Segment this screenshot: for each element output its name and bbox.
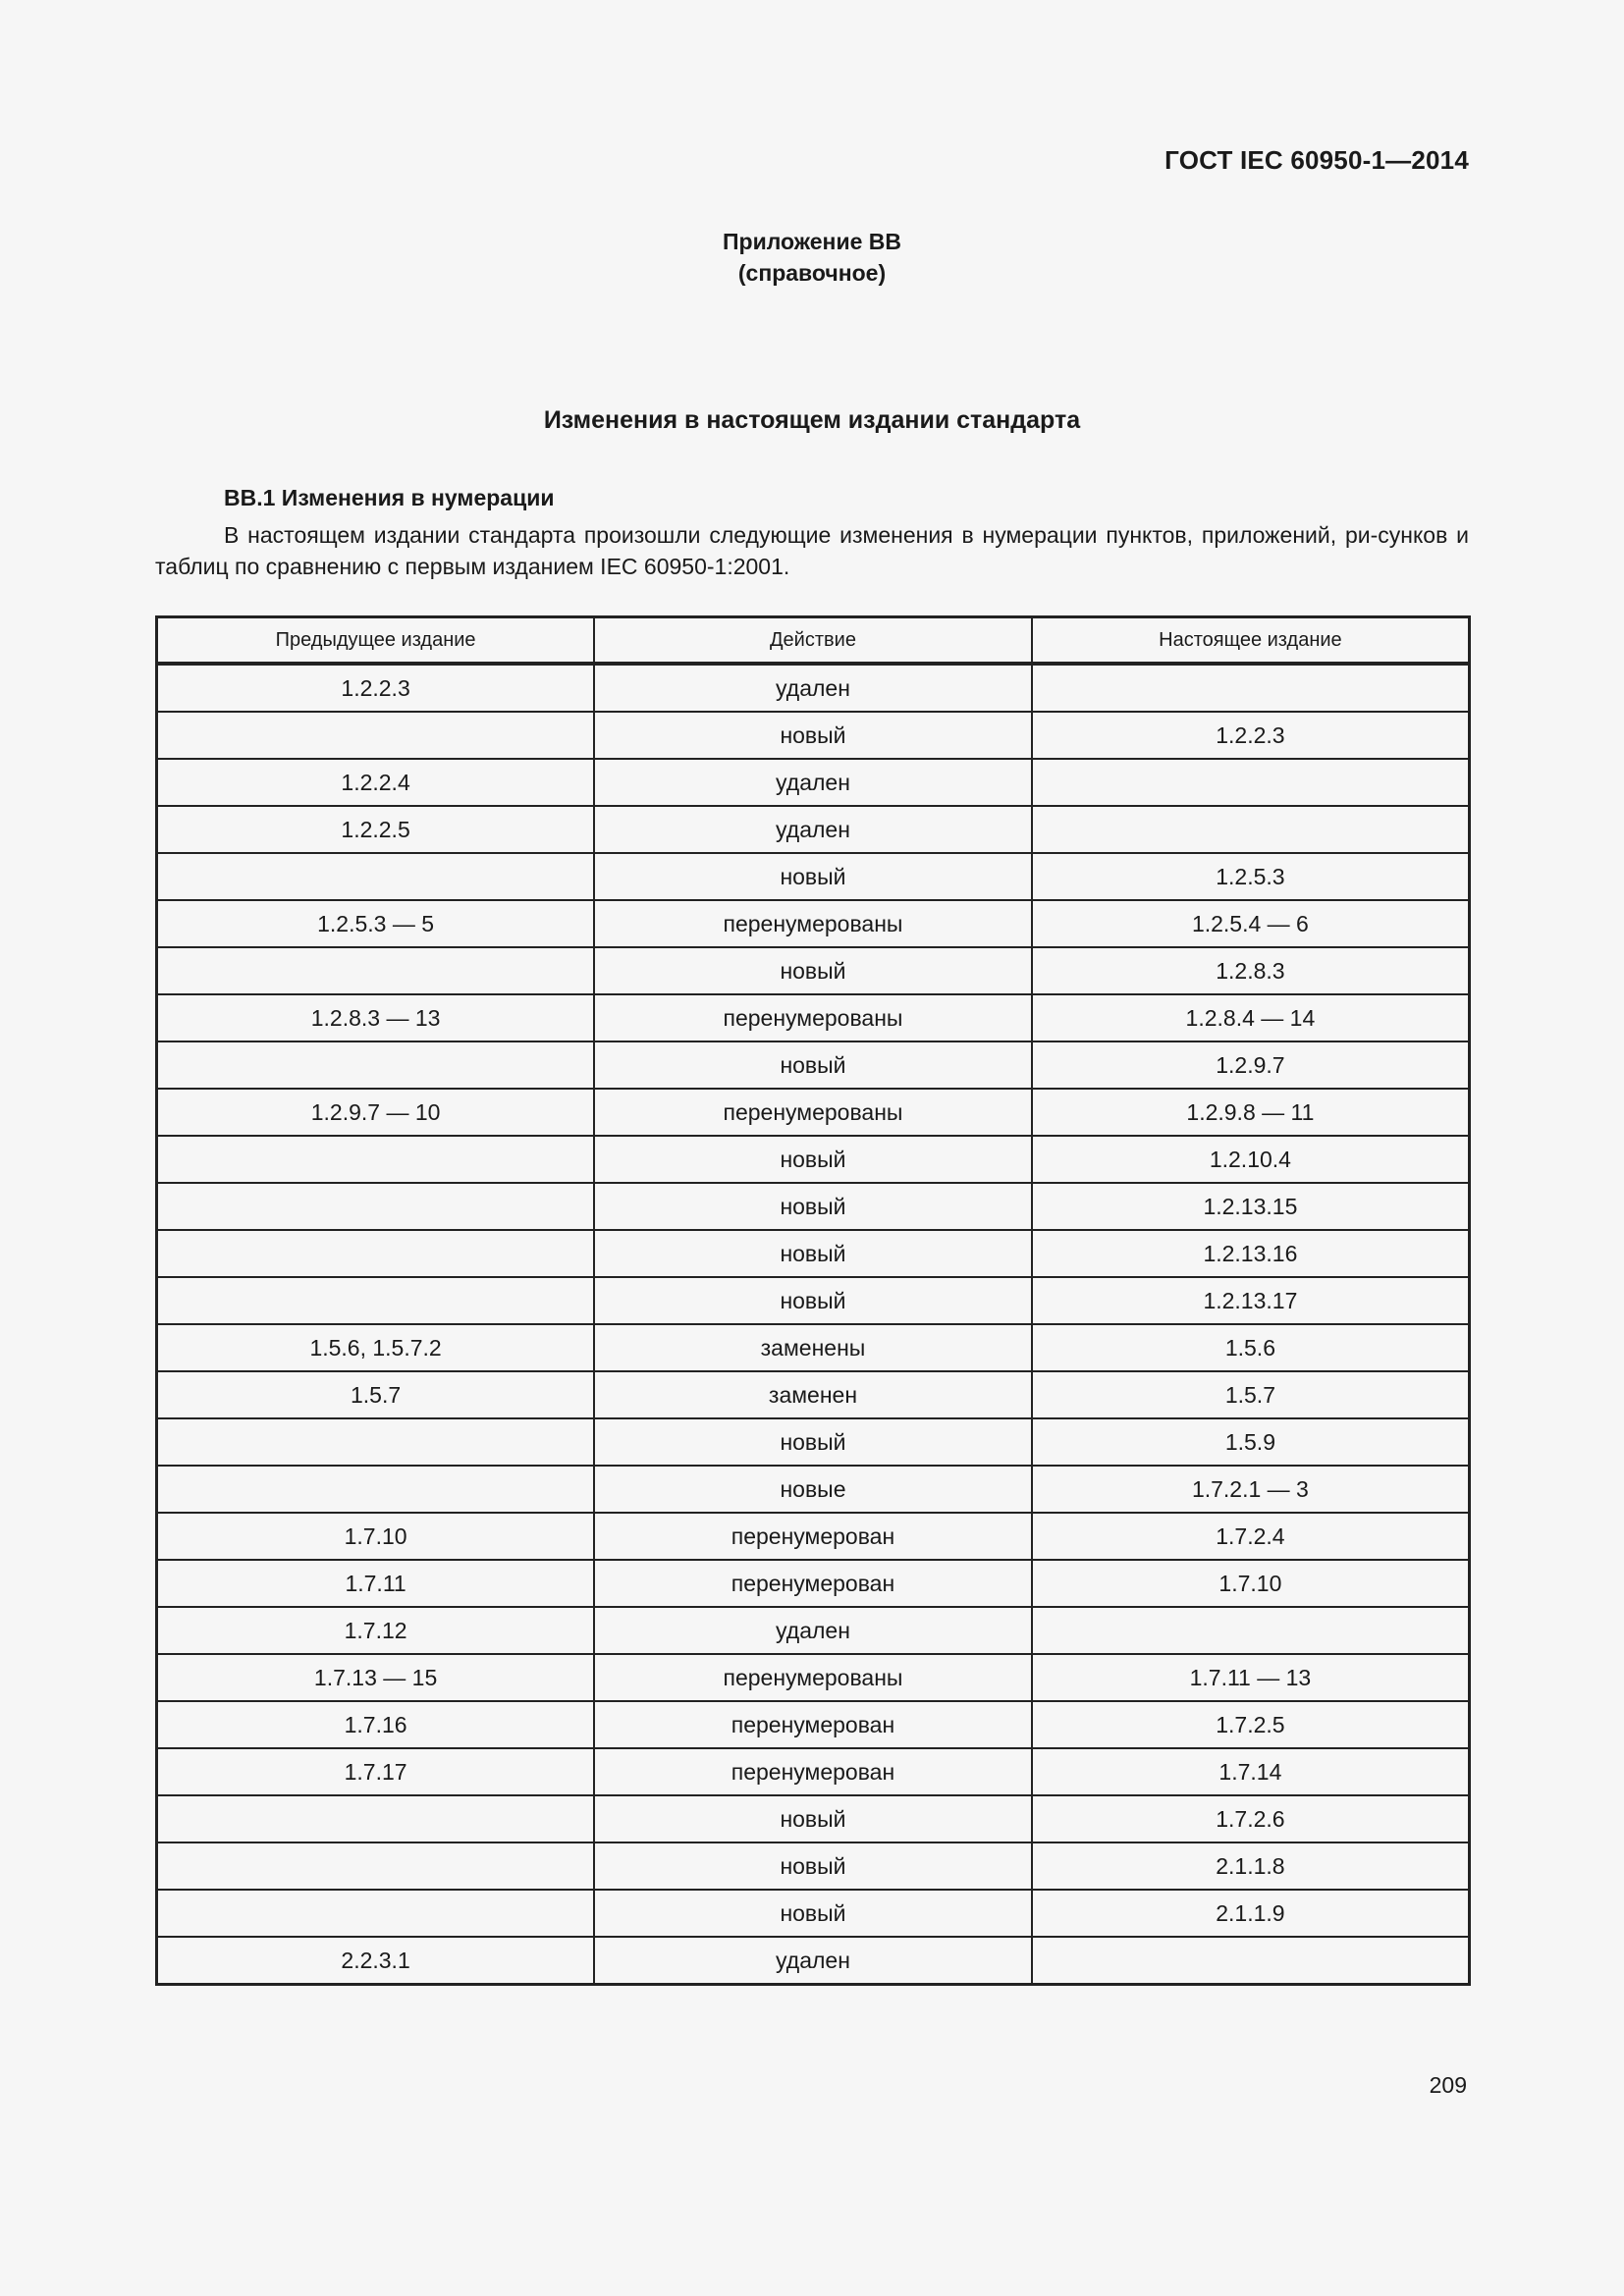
cell-current-edition: 1.2.9.8 — 11 bbox=[1032, 1089, 1470, 1136]
cell-current-edition: 1.2.8.3 bbox=[1032, 947, 1470, 994]
table-row bbox=[157, 1701, 1470, 1748]
table-row bbox=[157, 806, 1470, 853]
table-row bbox=[157, 1890, 1470, 1937]
cell-previous-edition bbox=[157, 1466, 595, 1513]
cell-current-edition bbox=[1032, 759, 1470, 806]
cell-previous-edition bbox=[157, 853, 595, 900]
cell-current-edition: 1.7.10 bbox=[1032, 1560, 1470, 1607]
cell-current-edition: 1.2.13.16 bbox=[1032, 1230, 1470, 1277]
header-action: Действие bbox=[594, 617, 1032, 665]
table-row bbox=[157, 1937, 1470, 1985]
cell-current-edition: 1.7.2.4 bbox=[1032, 1513, 1470, 1560]
cell-current-edition: 1.2.13.15 bbox=[1032, 1183, 1470, 1230]
cell-current-edition: 1.5.6 bbox=[1032, 1324, 1470, 1371]
table-row bbox=[157, 1560, 1470, 1607]
table-row bbox=[157, 1513, 1470, 1560]
subsection-title: ВВ.1 Изменения в нумерации bbox=[224, 485, 555, 510]
cell-previous-edition: 1.2.2.5 bbox=[157, 806, 595, 853]
cell-current-edition: 1.5.9 bbox=[1032, 1418, 1470, 1466]
cell-previous-edition: 1.7.13 — 15 bbox=[157, 1654, 595, 1701]
cell-previous-edition bbox=[157, 1230, 595, 1277]
cell-previous-edition bbox=[157, 712, 595, 759]
cell-action: перенумерованы bbox=[594, 1089, 1032, 1136]
cell-action: заменены bbox=[594, 1324, 1032, 1371]
cell-action: перенумерованы bbox=[594, 900, 1032, 947]
cell-previous-edition: 1.5.6, 1.5.7.2 bbox=[157, 1324, 595, 1371]
annex-title-line2: (справочное) bbox=[737, 260, 887, 286]
cell-action: перенумерован bbox=[594, 1748, 1032, 1795]
cell-action: новый bbox=[594, 1795, 1032, 1842]
cell-current-edition: 1.2.5.3 bbox=[1032, 853, 1470, 900]
cell-current-edition: 1.7.11 — 13 bbox=[1032, 1654, 1470, 1701]
cell-current-edition: 2.1.1.9 bbox=[1032, 1890, 1470, 1937]
page-number: 209 bbox=[1429, 2072, 1467, 2098]
cell-action: перенумерован bbox=[594, 1701, 1032, 1748]
table-row bbox=[157, 712, 1470, 759]
table-row bbox=[157, 1041, 1470, 1089]
cell-previous-edition bbox=[157, 1136, 595, 1183]
table-row bbox=[157, 1466, 1470, 1513]
cell-previous-edition: 1.7.10 bbox=[157, 1513, 595, 1560]
cell-action: новый bbox=[594, 1183, 1032, 1230]
annex-title-line1: Приложение ВВ bbox=[722, 229, 901, 254]
cell-previous-edition: 1.7.17 bbox=[157, 1748, 595, 1795]
cell-previous-edition: 1.2.2.4 bbox=[157, 759, 595, 806]
table-row bbox=[157, 1324, 1470, 1371]
cell-action: новый bbox=[594, 1418, 1032, 1466]
table-row bbox=[157, 853, 1470, 900]
table-row bbox=[157, 947, 1470, 994]
cell-action: перенумерованы bbox=[594, 1654, 1032, 1701]
cell-current-edition bbox=[1032, 1607, 1470, 1654]
cell-current-edition bbox=[1032, 664, 1470, 712]
cell-previous-edition bbox=[157, 1277, 595, 1324]
cell-action: новый bbox=[594, 1230, 1032, 1277]
header-previous-edition: Предыдущее издание bbox=[157, 617, 595, 665]
header-current-edition: Настоящее издание bbox=[1032, 617, 1470, 665]
cell-current-edition: 1.7.14 bbox=[1032, 1748, 1470, 1795]
table-row bbox=[157, 1230, 1470, 1277]
cell-current-edition: 1.2.5.4 — 6 bbox=[1032, 900, 1470, 947]
table-row bbox=[157, 1795, 1470, 1842]
table-row bbox=[157, 994, 1470, 1041]
table-row bbox=[157, 1371, 1470, 1418]
cell-current-edition bbox=[1032, 1937, 1470, 1985]
table-body bbox=[157, 664, 1470, 1985]
cell-action: новый bbox=[594, 712, 1032, 759]
cell-action: удален bbox=[594, 806, 1032, 853]
cell-current-edition: 1.2.9.7 bbox=[1032, 1041, 1470, 1089]
cell-current-edition: 1.2.10.4 bbox=[1032, 1136, 1470, 1183]
cell-previous-edition bbox=[157, 1795, 595, 1842]
table-row bbox=[157, 664, 1470, 712]
table-row bbox=[157, 1607, 1470, 1654]
cell-current-edition: 1.5.7 bbox=[1032, 1371, 1470, 1418]
cell-action: удален bbox=[594, 1607, 1032, 1654]
cell-previous-edition: 1.7.16 bbox=[157, 1701, 595, 1748]
cell-action: новый bbox=[594, 1277, 1032, 1324]
cell-current-edition: 1.7.2.5 bbox=[1032, 1701, 1470, 1748]
document-code: ГОСТ IEC 60950-1—2014 bbox=[1164, 145, 1469, 175]
cell-action: новый bbox=[594, 853, 1032, 900]
table-row bbox=[157, 1842, 1470, 1890]
cell-action: заменен bbox=[594, 1371, 1032, 1418]
section-title: Изменения в настоящем издании стандарта bbox=[543, 406, 1081, 434]
cell-action: новые bbox=[594, 1466, 1032, 1513]
cell-current-edition: 1.7.2.1 — 3 bbox=[1032, 1466, 1470, 1513]
intro-paragraph: В настоящем издании стандарта произошли следующие изменения в нумерации пунктов, приложений, ри-сунков и таблиц по сравнению с первым изданием IEC 60950-1:2001. bbox=[155, 522, 1469, 579]
cell-current-edition bbox=[1032, 806, 1470, 853]
cell-previous-edition bbox=[157, 1041, 595, 1089]
cell-action: новый bbox=[594, 1890, 1032, 1937]
cell-previous-edition: 1.5.7 bbox=[157, 1371, 595, 1418]
cell-action: удален bbox=[594, 1937, 1032, 1985]
cell-previous-edition: 1.2.5.3 — 5 bbox=[157, 900, 595, 947]
annex-title bbox=[0, 226, 1624, 289]
cell-previous-edition: 2.2.3.1 bbox=[157, 1937, 595, 1985]
table-row bbox=[157, 1183, 1470, 1230]
cell-current-edition: 1.7.2.6 bbox=[1032, 1795, 1470, 1842]
cell-action: удален bbox=[594, 759, 1032, 806]
cell-action: новый bbox=[594, 947, 1032, 994]
table-row bbox=[157, 900, 1470, 947]
cell-previous-edition bbox=[157, 947, 595, 994]
cell-action: новый bbox=[594, 1842, 1032, 1890]
cell-previous-edition bbox=[157, 1183, 595, 1230]
table-row bbox=[157, 1418, 1470, 1466]
cell-previous-edition: 1.2.8.3 — 13 bbox=[157, 994, 595, 1041]
cell-current-edition: 1.2.8.4 — 14 bbox=[1032, 994, 1470, 1041]
cell-action: перенумерованы bbox=[594, 994, 1032, 1041]
cell-current-edition: 1.2.2.3 bbox=[1032, 712, 1470, 759]
cell-previous-edition: 1.2.2.3 bbox=[157, 664, 595, 712]
table-row bbox=[157, 1748, 1470, 1795]
cell-current-edition: 2.1.1.8 bbox=[1032, 1842, 1470, 1890]
cell-action: перенумерован bbox=[594, 1513, 1032, 1560]
table-row bbox=[157, 759, 1470, 806]
cell-current-edition: 1.2.13.17 bbox=[1032, 1277, 1470, 1324]
table-header-row bbox=[157, 617, 1470, 665]
table-row bbox=[157, 1136, 1470, 1183]
cell-previous-edition bbox=[157, 1890, 595, 1937]
changes-table bbox=[155, 615, 1471, 1986]
cell-action: удален bbox=[594, 664, 1032, 712]
table-row bbox=[157, 1089, 1470, 1136]
cell-previous-edition bbox=[157, 1842, 595, 1890]
cell-previous-edition: 1.2.9.7 — 10 bbox=[157, 1089, 595, 1136]
cell-previous-edition: 1.7.12 bbox=[157, 1607, 595, 1654]
cell-action: новый bbox=[594, 1136, 1032, 1183]
cell-previous-edition bbox=[157, 1418, 595, 1466]
cell-previous-edition: 1.7.11 bbox=[157, 1560, 595, 1607]
table-row bbox=[157, 1277, 1470, 1324]
table-row bbox=[157, 1654, 1470, 1701]
cell-action: перенумерован bbox=[594, 1560, 1032, 1607]
cell-action: новый bbox=[594, 1041, 1032, 1089]
